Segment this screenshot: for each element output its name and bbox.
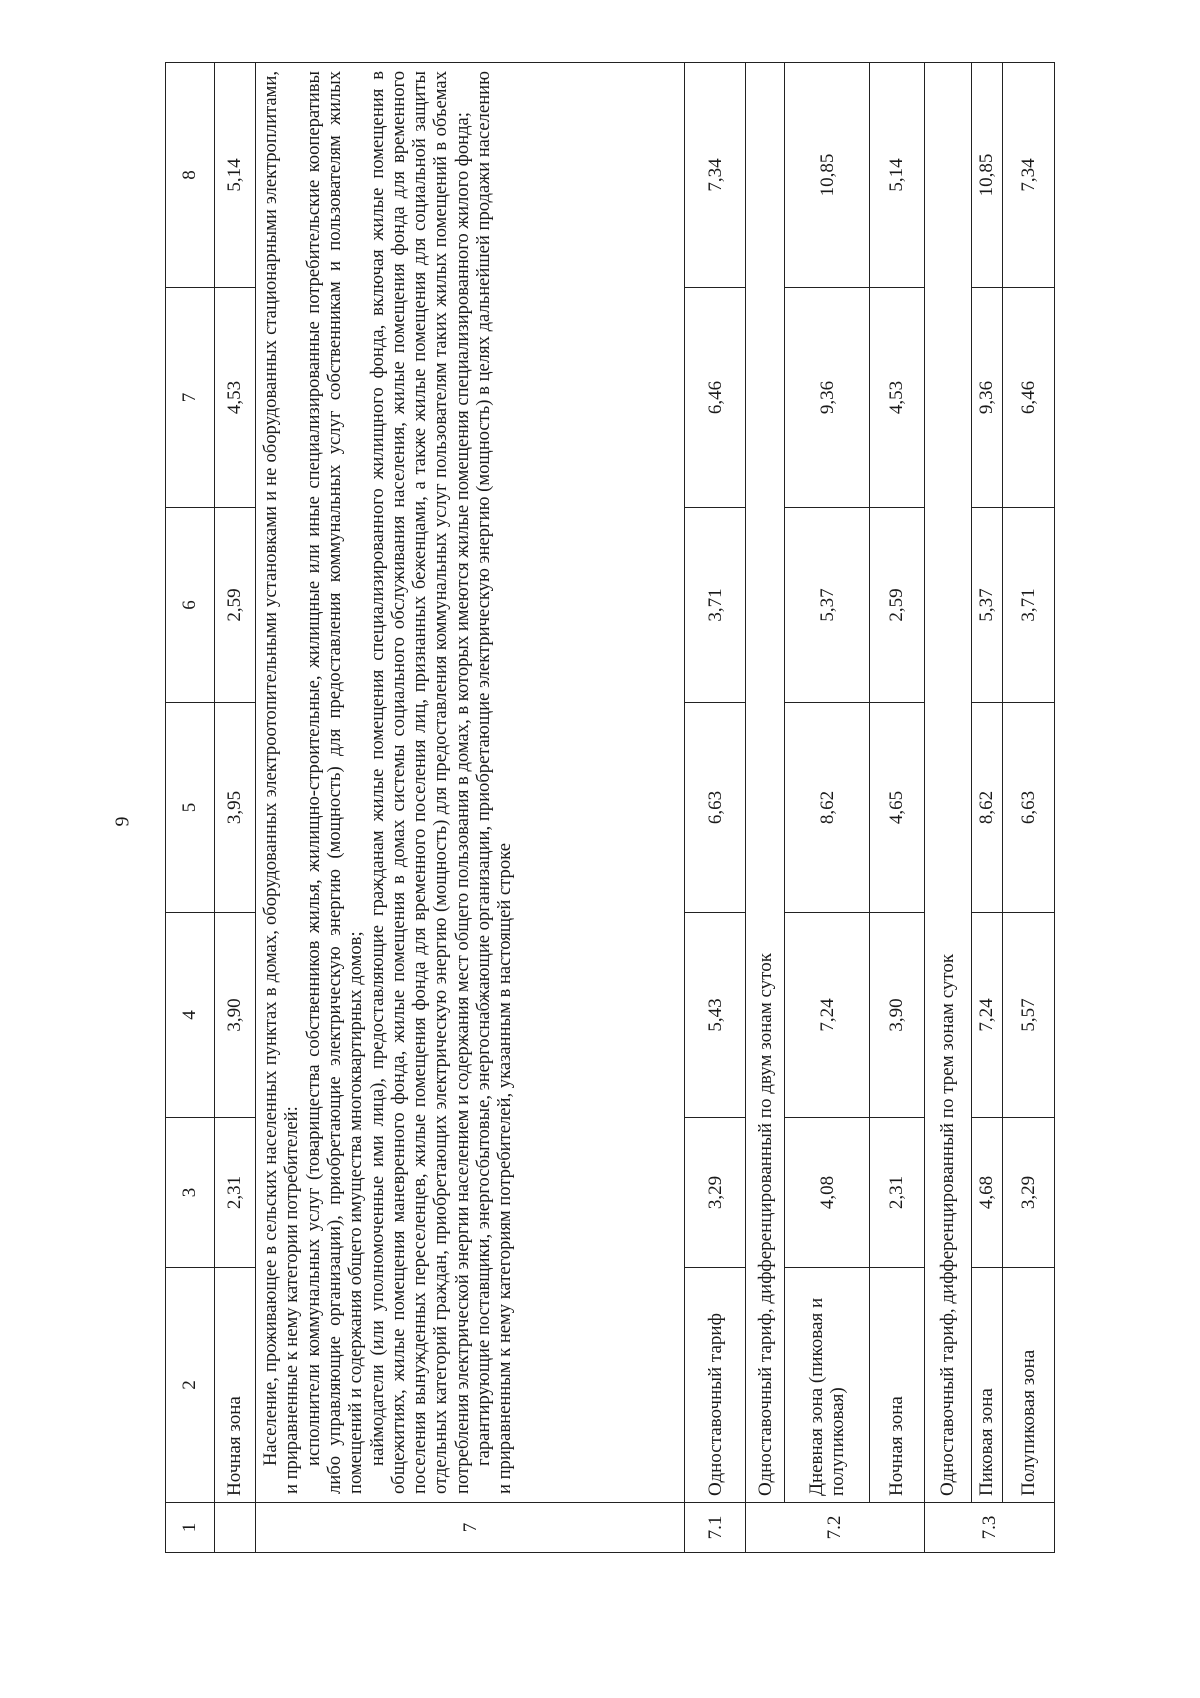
value-cell: 9,36: [785, 288, 870, 508]
header-cell: 2: [166, 1268, 215, 1503]
header-cell: 8: [166, 63, 215, 288]
value-cell: 3,95: [214, 703, 255, 913]
subsection-header: Одноставочный тариф, дифференцированный по двум зонам суток: [746, 63, 785, 1503]
page-number: 9: [111, 816, 134, 827]
paragraph: Население, проживающее в сельских населенных пунктах в домах, оборудованных электроотопительными установками и не оборудованных стационарными электроплитами, и приравненные к нему категории потребителей:: [260, 71, 303, 1494]
row-number-cell: [214, 1503, 255, 1553]
section-7-row: [256, 63, 685, 1553]
value-cell: 6,63: [1002, 703, 1054, 913]
row-number-cell: 7: [256, 1503, 685, 1553]
value-cell: 3,71: [1002, 508, 1054, 703]
row-label: Пиковая зона: [972, 1268, 1002, 1503]
table-row: [685, 63, 746, 1553]
value-cell: 2,59: [870, 508, 924, 703]
header-cell: 4: [166, 913, 215, 1118]
table-row: [972, 63, 1002, 1553]
value-cell: 6,63: [685, 703, 746, 913]
value-cell: 4,65: [870, 703, 924, 913]
value-cell: 4,53: [214, 288, 255, 508]
table-row: [924, 63, 972, 1553]
table-row: [870, 63, 924, 1553]
value-cell: 2,31: [214, 1118, 255, 1268]
value-cell: 9,36: [972, 288, 1002, 508]
paragraph: гарантирующие поставщики, энергосбытовые, энергоснабжающие организации, приобретающие электрическую энергию (мощность) в целях дальнейшей продажи населению и приравненным к нему категориям потребителей, указанным в настоящей строке: [473, 71, 516, 1494]
header-cell: 7: [166, 288, 215, 508]
value-cell: 2,59: [214, 508, 255, 703]
paragraph: исполнители коммунальных услуг (товарищества собственников жилья, жилищно-строительные, жилищные или иные специализированные потребительские кооперативы либо управляющие организации), приобретающие электрическую энергию (мощность) для предоставления коммунальных услуг собственникам и пользователям жилых помещений и содержания общего имущества многоквартирных домов;: [302, 71, 367, 1494]
row-number-cell: 7.1: [685, 1503, 746, 1553]
value-cell: 10,85: [972, 63, 1002, 288]
value-cell: 3,29: [1002, 1118, 1054, 1268]
value-cell: 2,31: [870, 1118, 924, 1268]
value-cell: 10,85: [785, 63, 870, 288]
value-cell: 7,34: [1002, 63, 1054, 288]
header-cell: 1: [166, 1503, 215, 1553]
tariff-table: [165, 62, 1055, 1553]
row-label: Ночная зона: [214, 1268, 255, 1503]
header-cell: 6: [166, 508, 215, 703]
value-cell: 3,90: [870, 913, 924, 1118]
table-row: [214, 63, 255, 1553]
header-cell: 3: [166, 1118, 215, 1268]
value-cell: 5,37: [785, 508, 870, 703]
value-cell: 4,08: [785, 1118, 870, 1268]
value-cell: 5,14: [870, 63, 924, 288]
value-cell: 5,57: [1002, 913, 1054, 1118]
value-cell: 6,46: [1002, 288, 1054, 508]
subsection-header: Одноставочный тариф, дифференцированный по трем зонам суток: [924, 63, 972, 1503]
row-number-cell: 7.3: [924, 1503, 1054, 1553]
header-cell: 5: [166, 703, 215, 913]
value-cell: 7,24: [785, 913, 870, 1118]
value-cell: 3,90: [214, 913, 255, 1118]
value-cell: 5,14: [214, 63, 255, 288]
paragraph: наймодатели (или уполномоченные ими лица), предоставляющие гражданам жилые помещения специализированного жилищного фонда, включая жилые помещения в общежитиях, жилые помещения маневренного фонда, жилые помещения в домах системы социального обслуживания населения, жилые помещения фонда для временного поселения вынужденных переселенцев, жилые помещения фонда для временного поселения лиц, признанных беженцами, а также жилые помещения для социальной защиты отдельных категорий граждан, приобретающих электрическую энергию (мощность) для предоставления коммунальных услуг пользователям таких жилых помещений в объемах потребления электрической энергии населением и содержания мест общего пользования в домах, в которых имеются жилые помещения специализированного жилого фонда;: [366, 71, 473, 1494]
value-cell: 6,46: [685, 288, 746, 508]
table-row: [746, 63, 785, 1553]
value-cell: 4,53: [870, 288, 924, 508]
value-cell: 4,68: [972, 1118, 1002, 1268]
row-number-cell: 7.2: [746, 1503, 924, 1553]
value-cell: 3,71: [685, 508, 746, 703]
section-7-description: [256, 63, 685, 1503]
row-label: Полупиковая зона: [1002, 1268, 1054, 1503]
table-row: [1002, 63, 1054, 1553]
value-cell: 8,62: [785, 703, 870, 913]
row-label: Одноставочный тариф: [685, 1268, 746, 1503]
value-cell: 5,37: [972, 508, 1002, 703]
row-label: Дневная зона (пиковая и полупиковая): [785, 1268, 870, 1503]
value-cell: 7,24: [972, 913, 1002, 1118]
row-label: Ночная зона: [870, 1268, 924, 1503]
tariff-table-sheet: [165, 63, 1055, 1553]
header-row: [166, 63, 215, 1553]
value-cell: 5,43: [685, 913, 746, 1118]
value-cell: 3,29: [685, 1118, 746, 1268]
table-row: [785, 63, 870, 1553]
value-cell: 7,34: [685, 63, 746, 288]
value-cell: 8,62: [972, 703, 1002, 913]
